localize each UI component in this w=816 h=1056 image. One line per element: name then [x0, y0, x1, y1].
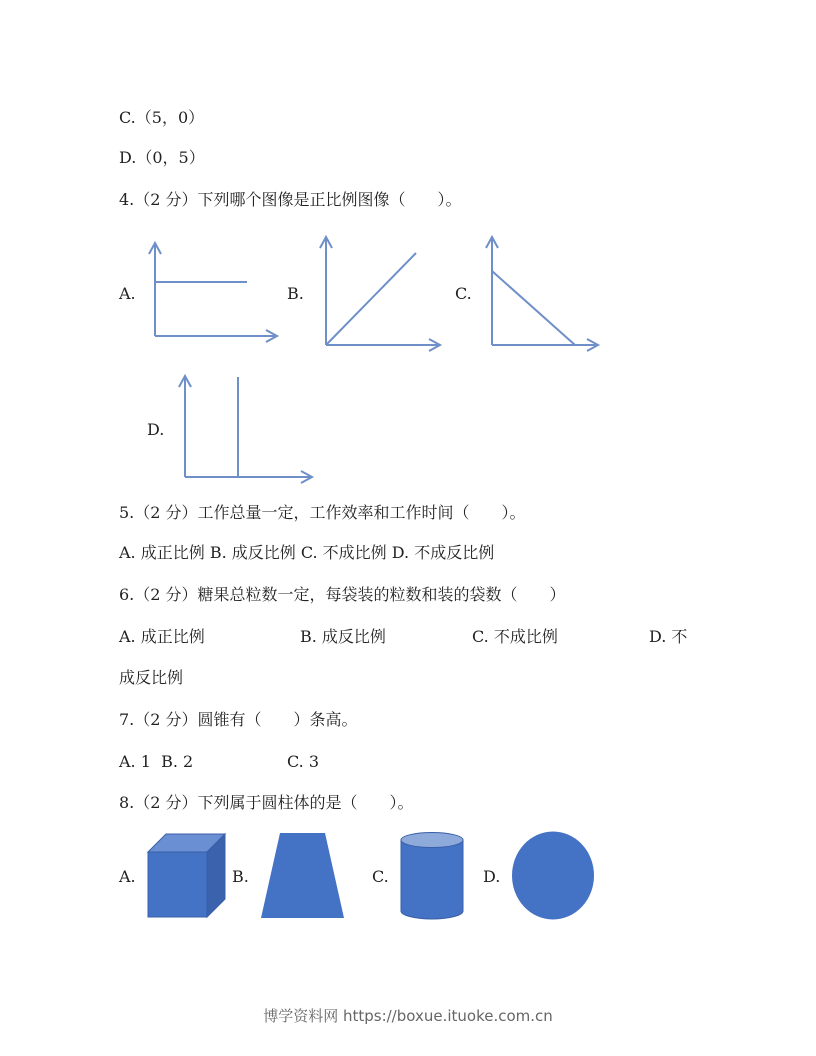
q8-option-d-label: D. [483, 867, 501, 886]
q5-stem: 5.（2 分）工作总量一定，工作效率和工作时间（ ）。 [119, 503, 526, 522]
q4-option-c-label: C. [455, 284, 472, 303]
q6-option-d-wrap: 成反比例 [119, 668, 184, 687]
q4-stem: 4.（2 分）下列哪个图像是正比例图像（ ）。 [119, 190, 462, 209]
footer-watermark: 博学资料网 https://boxue.ituoke.com.cn [263, 1007, 553, 1025]
q3-option-d: D.（0，5） [119, 148, 205, 167]
q7-option-c: C. 3 [287, 752, 320, 771]
q8-shape-b-trapezoid [260, 833, 346, 919]
q4-graph-c-decreasing-line [476, 234, 606, 354]
q8-shape-d-circle [511, 830, 597, 922]
q8-option-c-label: C. [372, 867, 389, 886]
q3-option-c: C.（5，0） [119, 108, 205, 127]
q4-option-a-label: A. [119, 284, 136, 303]
q4-graph-d-vertical-line [170, 372, 320, 487]
q6-option-b: B. 成反比例 [300, 627, 386, 646]
q8-option-b-label: B. [232, 867, 249, 886]
q6-stem: 6.（2 分）糖果总粒数一定，每袋装的粒数和装的袋数（ ） [119, 585, 566, 604]
q6-option-c: C. 不成比例 [472, 627, 558, 646]
q7-stem: 7.（2 分）圆锥有（ ）条高。 [119, 710, 358, 729]
q8-stem: 8.（2 分）下列属于圆柱体的是（ ）。 [119, 793, 414, 812]
q8-shape-a-cube [148, 834, 228, 918]
q6-option-d: D. 不 [649, 627, 688, 646]
q4-graph-b-proportional-line [310, 234, 445, 354]
q8-option-a-label: A. [119, 867, 136, 886]
q7-options-ab: A. 1 B. 2 [119, 752, 194, 771]
q5-options: A. 成正比例 B. 成反比例 C. 不成比例 D. 不成反比例 [119, 543, 495, 562]
q8-shape-c-cylinder [399, 831, 465, 921]
q4-option-d-label: D. [147, 420, 165, 439]
q6-option-a: A. 成正比例 [119, 627, 205, 646]
q4-option-b-label: B. [287, 284, 304, 303]
q4-graph-a-horizontal-line [140, 238, 285, 348]
